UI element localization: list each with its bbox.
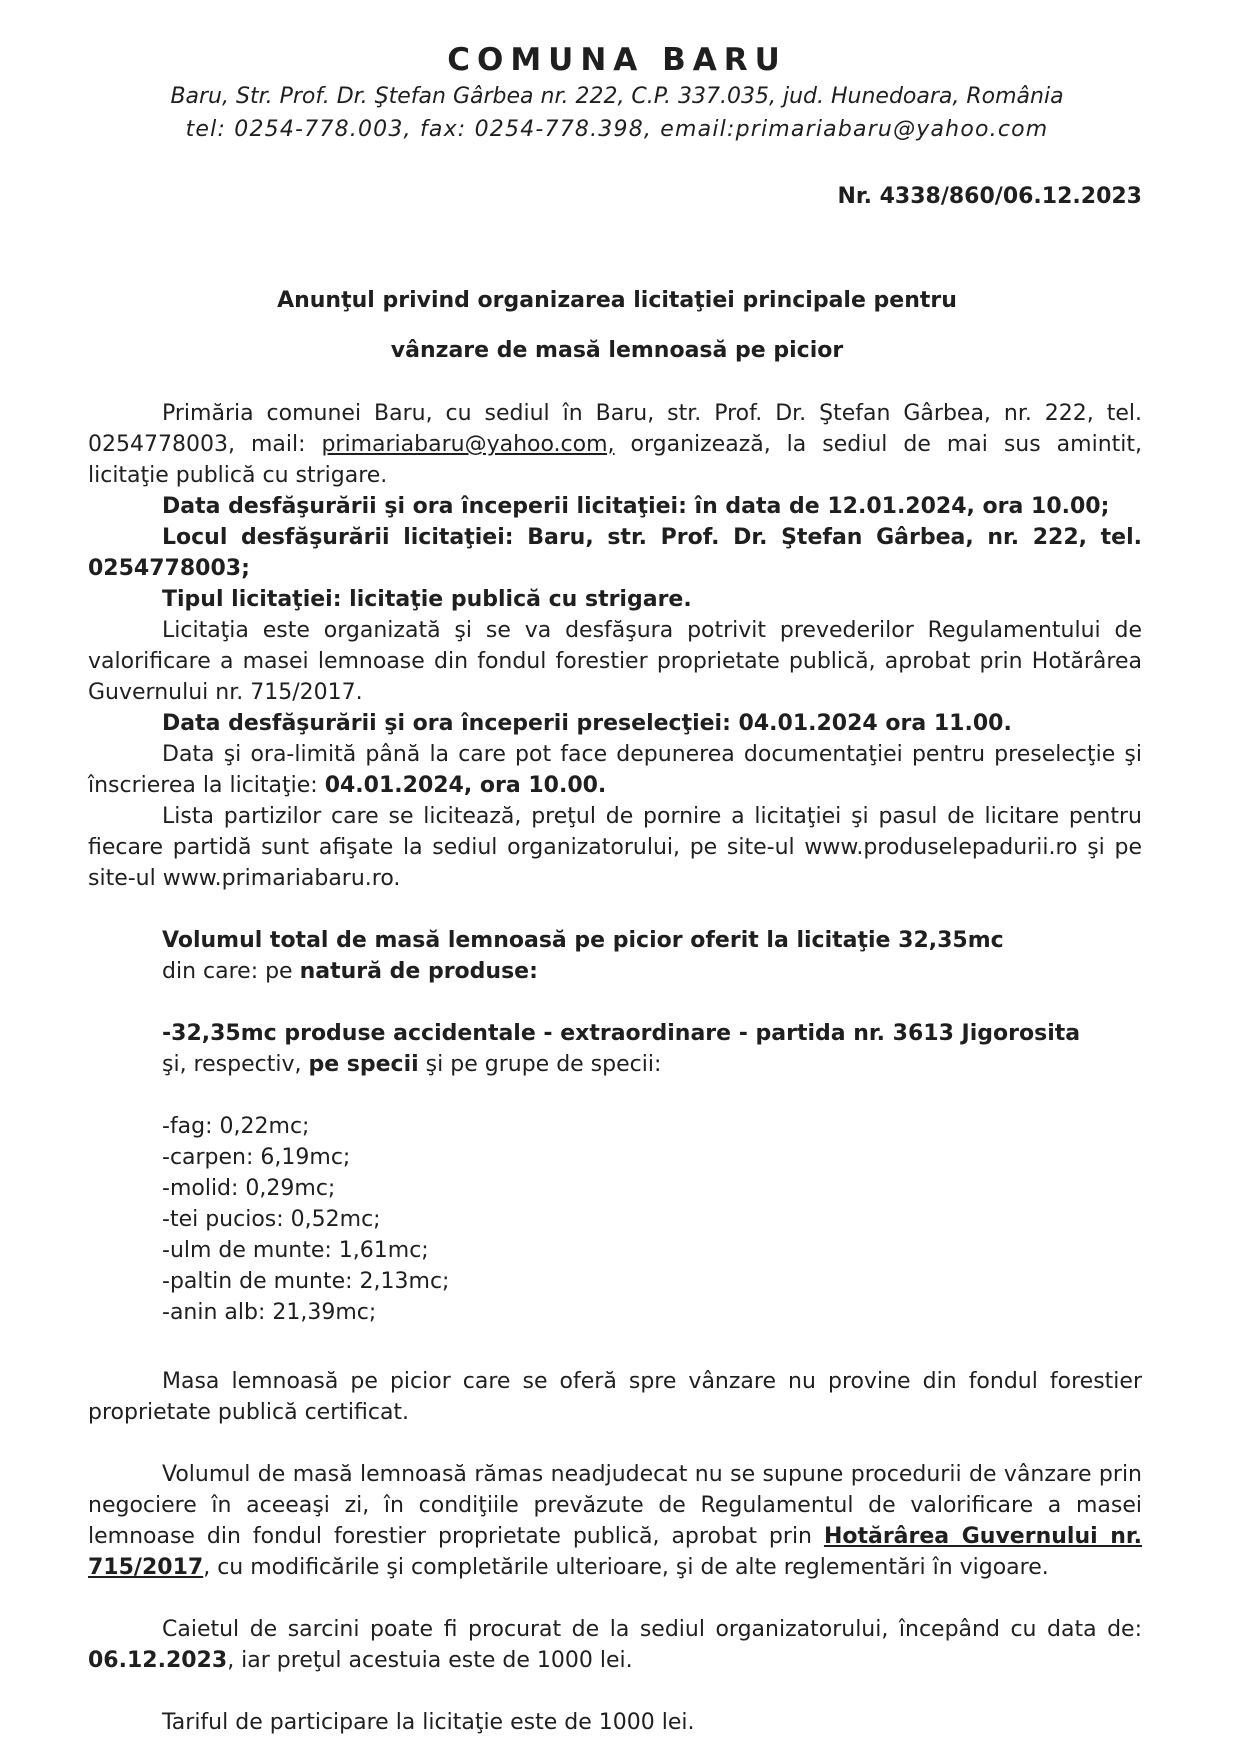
remaining-volume-paragraph bbox=[88, 1459, 1142, 1583]
intro-paragraph bbox=[88, 398, 1142, 491]
preselection-date: Data desfăşurării şi ora începerii preselecţiei: 04.01.2024 ora 11.00. bbox=[162, 711, 1012, 736]
intro-text-end: organizează, la sediul de mai sus amintit, licitaţie publică cu strigare. bbox=[88, 432, 1142, 488]
species-item: -anin alb: 21,39mc; bbox=[162, 1300, 377, 1325]
species-item: -molid: 0,29mc; bbox=[162, 1176, 336, 1201]
species-intro-suffix: şi pe grupe de specii: bbox=[418, 1052, 662, 1077]
volume-breakdown-label bbox=[88, 956, 1142, 987]
reference-number: Nr. 4338/860/06.12.2023 bbox=[837, 184, 1142, 209]
species-intro-bold: pe specii bbox=[308, 1052, 419, 1077]
specs-date: 06.12.2023 bbox=[88, 1648, 228, 1673]
heading-line-2: vânzare de masă lemnoasă pe picior bbox=[390, 338, 844, 363]
announcement-heading bbox=[0, 276, 1234, 376]
deadline-value: 04.01.2024, ora 10.00. bbox=[324, 773, 607, 798]
address-line: Baru, Str. Prof. Dr. Ştefan Gârbea nr. 222, C.P. 337.035, jud. Hunedoara, România bbox=[170, 84, 1064, 109]
participation-fee: Tariful de participare la licitaţie este de 1000 lei. bbox=[162, 1710, 695, 1735]
government-decision-link[interactable]: Hotărârea Guvernului nr. 715/2017 bbox=[88, 1524, 1142, 1580]
certification-note: Masa lemnoasă pe picior care se oferă spre vânzare nu provine din fondul forestier proprietate publică certificat. bbox=[88, 1369, 1142, 1425]
auction-place: Locul desfăşurării licitaţiei: Baru, str. Prof. Dr. Ştefan Gârbea, nr. 222, tel. 0254778003; bbox=[88, 525, 1142, 581]
specs-text: Caietul de sarcini poate fi procurat de la sediul organizatorului, începând cu data de: bbox=[162, 1617, 1142, 1642]
announcement-body bbox=[88, 398, 1142, 1738]
intro-text: Primăria comunei Baru, cu sediul în Baru, str. Prof. Dr. Ştefan Gârbea, nr. 222, tel. 0254778003, mail: bbox=[88, 401, 1142, 457]
deadline-paragraph bbox=[88, 739, 1142, 801]
email-link[interactable]: primariabaru@yahoo.com, bbox=[321, 432, 615, 457]
breakdown-bold: natură de produse: bbox=[299, 959, 538, 984]
species-item: -fag: 0,22mc; bbox=[162, 1114, 310, 1139]
auction-date: Data desfăşurării şi ora începerii licitaţiei: în data de 12.01.2024, ora 10.00; bbox=[162, 494, 1110, 519]
species-item: -carpen: 6,19mc; bbox=[162, 1145, 351, 1170]
total-volume: Volumul total de masă lemnoasă pe picior oferit la licitaţie 32,35mc bbox=[162, 928, 1004, 953]
species-item: -ulm de munte: 1,61mc; bbox=[162, 1238, 429, 1263]
remaining-text: Volumul de masă lemnoasă rămas neadjudecat nu se supune procedurii de vânzare prin negociere în aceeaşi zi, în condiţiile prevăzute de Regulamentul de valorificare a masei lemnoase din fondul forestier proprietate publică, aprobat prin bbox=[88, 1462, 1142, 1549]
species-item: -paltin de munte: 2,13mc; bbox=[162, 1269, 450, 1294]
contact-line: tel: 0254-778.003, fax: 0254-778.398, email:primariabaru@yahoo.com bbox=[185, 117, 1049, 142]
deadline-text: Data şi ora-limită până la care pot face depunerea documentaţiei pentru preselecţie şi înscrierea la licitaţie: bbox=[88, 742, 1142, 798]
species-item: -tei pucios: 0,52mc; bbox=[162, 1207, 381, 1232]
specs-text-end: , iar preţul acestuia este de 1000 lei. bbox=[227, 1648, 633, 1673]
species-list bbox=[88, 1111, 1142, 1328]
remaining-text-end: , cu modificările şi completările ulterioare, şi de alte reglementări în vigoare. bbox=[203, 1555, 1049, 1580]
species-intro-prefix: şi, respectiv, bbox=[162, 1052, 309, 1077]
auction-type: Tipul licitaţiei: licitaţie publică cu strigare. bbox=[162, 587, 692, 612]
list-info-paragraph: Lista partizilor care se licitează, preţul de pornire a licitaţiei şi pasul de licitare pentru fiecare partidă sunt afişate la sediul organizatorului, pe site-ul www.produselepadurii.ro şi pe site-ul www.primariabaru.ro. bbox=[88, 804, 1142, 891]
specifications-paragraph bbox=[88, 1614, 1142, 1676]
breakdown-prefix: din care: pe bbox=[162, 959, 300, 984]
regulation-paragraph: Licitaţia este organizată şi se va desfăşura potrivit prevederilor Regulamentului de valorificare a masei lemnoase din fondul forestier proprietate publică, aprobat prin Hotărârea Guvernului nr. 715/2017. bbox=[88, 618, 1142, 705]
species-intro bbox=[88, 1049, 1142, 1080]
letterhead bbox=[0, 40, 1234, 146]
product-line: -32,35mc produse accidentale - extraordinare - partida nr. 3613 Jigorosita bbox=[162, 1021, 1081, 1046]
municipality-title: COMUNA BARU bbox=[447, 42, 787, 78]
heading-line-1: Anunţul privind organizarea licitaţiei principale pentru bbox=[277, 288, 957, 313]
